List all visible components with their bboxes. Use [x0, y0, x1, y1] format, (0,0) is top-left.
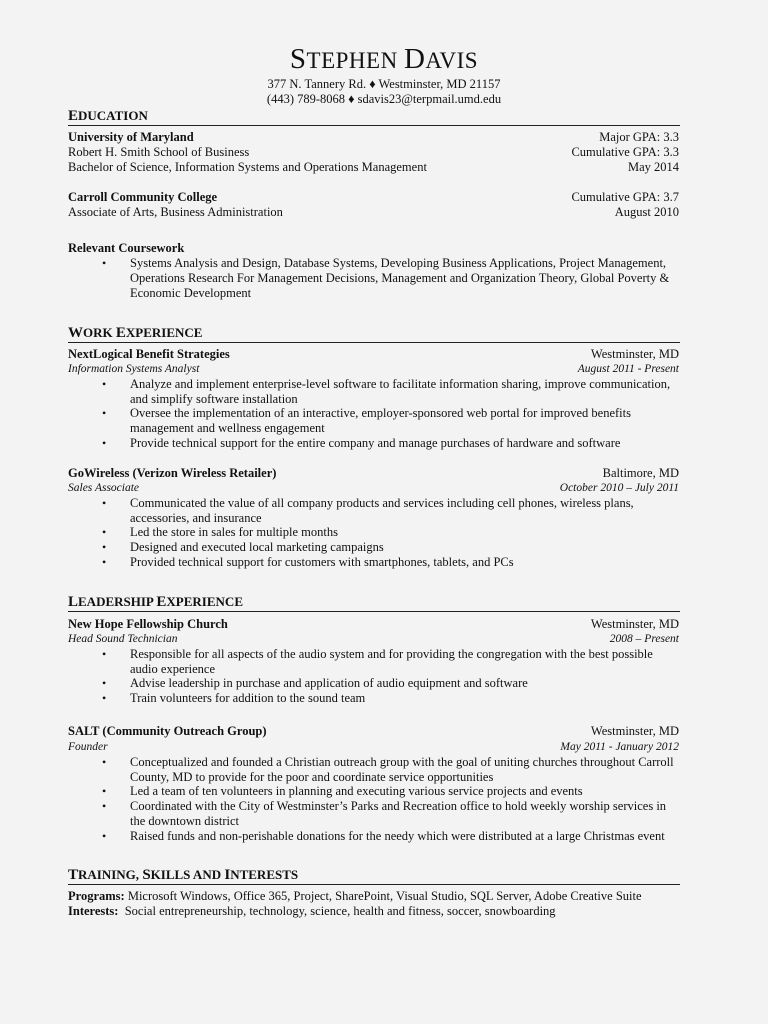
job-2-row: GoWireless (Verizon Wireless Retailer) Baltimore, MD [68, 466, 679, 480]
job-1-bullet-2: Oversee the implementation of an interactive, employer-sponsored web portal for improved benefits management and wellness engagement [130, 406, 631, 435]
bullet-dot: • [102, 377, 107, 391]
ccc-row-2: Associate of Arts, Business Administration August 2010 [68, 205, 679, 219]
job-2-bullet-1: Communicated the value of all company products and services including cell phones, wireless plans, accessories, and insurance [130, 496, 634, 525]
coursework-list: Systems Analysis and Design, Database Systems, Developing Business Applications, Project Management, Operations Research For Management Decisions, Management and Organization Theory, Global Poverty & Economic Development [130, 256, 670, 300]
address-line: 377 N. Tannery Rd. ♦ Westminster, MD 21157 [267, 77, 501, 91]
job-1-title-row: Information Systems Analyst August 2011 - Present [68, 363, 679, 375]
work-heading: WORK EXPERIENCE [68, 325, 680, 343]
bullet-dot: • [102, 799, 107, 813]
role-2-bullet-4: Raised funds and non-perishable donations for the needy which were distributed at a large Christmas event [130, 829, 665, 843]
role-2-bullet-1: Conceptualized and founded a Christian outreach group with the goal of uniting churches throughout Carroll County, MD to provide for the poor and coordinate service opportunities [130, 755, 674, 784]
role-1-title-row: Head Sound Technician 2008 – Present [68, 633, 679, 645]
resume-name: STEPHEN DAVIS [289, 43, 479, 75]
job-1-bullet-3: Provide technical support for the entire company and manage purchases of hardware and software [130, 436, 621, 450]
job-2-bullet-3: Designed and executed local marketing campaigns [130, 540, 384, 554]
interests-row: Interests: Social entrepreneurship, technology, science, health and fitness, soccer, snowboarding [68, 904, 556, 918]
bullet-dot: • [102, 436, 107, 450]
bullet-dot: • [102, 555, 107, 569]
role-2-row: SALT (Community Outreach Group) Westminster, MD [68, 724, 679, 738]
coursework-label: Relevant Coursework [68, 241, 185, 255]
bullet-dot: • [102, 647, 107, 661]
bullet-dot: • [102, 406, 107, 420]
bullet-dot: • [102, 540, 107, 554]
bullet-dot: • [102, 691, 107, 705]
role-1-bullet-3: Train volunteers for addition to the sound team [130, 691, 366, 705]
role-2-title-row: Founder May 2011 - January 2012 [68, 741, 679, 753]
bullet-dot: • [102, 496, 107, 510]
education-heading: EDUCATION [68, 108, 680, 126]
umd-row-2: Robert H. Smith School of Business Cumulative GPA: 3.3 [68, 145, 679, 159]
umd-row-3: Bachelor of Science, Information Systems and Operations Management May 2014 [68, 160, 679, 174]
bullet-dot: • [102, 525, 107, 539]
role-1-row: New Hope Fellowship Church Westminster, MD [68, 617, 679, 631]
bullet-dot: • [102, 755, 107, 769]
job-2-bullet-2: Led the store in sales for multiple months [130, 525, 338, 539]
job-2-bullet-4: Provided technical support for customers with smartphones, tablets, and PCs [130, 555, 514, 569]
ccc-row-1: Carroll Community College Cumulative GPA: 3.7 [68, 190, 679, 204]
job-1-bullet-1: Analyze and implement enterprise-level software to facilitate information sharing, improve communication, and simplify software installation [130, 377, 671, 406]
role-2-bullet-2: Led a team of ten volunteers in planning and executing various service projects and events [130, 784, 583, 798]
programs-row: Programs: Microsoft Windows, Office 365, Project, SharePoint, Visual Studio, SQL Server, Adobe Creative Suite [68, 889, 642, 903]
contact-line: (443) 789-8068 ♦ sdavis23@terpmail.umd.edu [266, 92, 502, 106]
bullet-dot: • [102, 256, 107, 270]
role-2-bullet-3: Coordinated with the City of Westminster’s Parks and Recreation office to hold weekly worship services in the downtown district [130, 799, 667, 828]
role-1-bullet-1: Responsible for all aspects of the audio system and for providing the congregation with the best possible audio experience [130, 647, 653, 676]
bullet-dot: • [102, 784, 107, 798]
bullet-dot: • [102, 829, 107, 843]
bullet-dot: • [102, 676, 107, 690]
job-1-row: NextLogical Benefit Strategies Westminster, MD [68, 347, 679, 361]
umd-row-1: University of Maryland Major GPA: 3.3 [68, 130, 679, 144]
role-1-bullet-2: Advise leadership in purchase and application of audio equipment and software [130, 676, 528, 690]
training-heading: TRAINING, SKILLS AND INTERESTS [68, 867, 680, 885]
job-2-title-row: Sales Associate October 2010 – July 2011 [68, 482, 679, 494]
leadership-heading: LEADERSHIP EXPERIENCE [68, 594, 680, 612]
